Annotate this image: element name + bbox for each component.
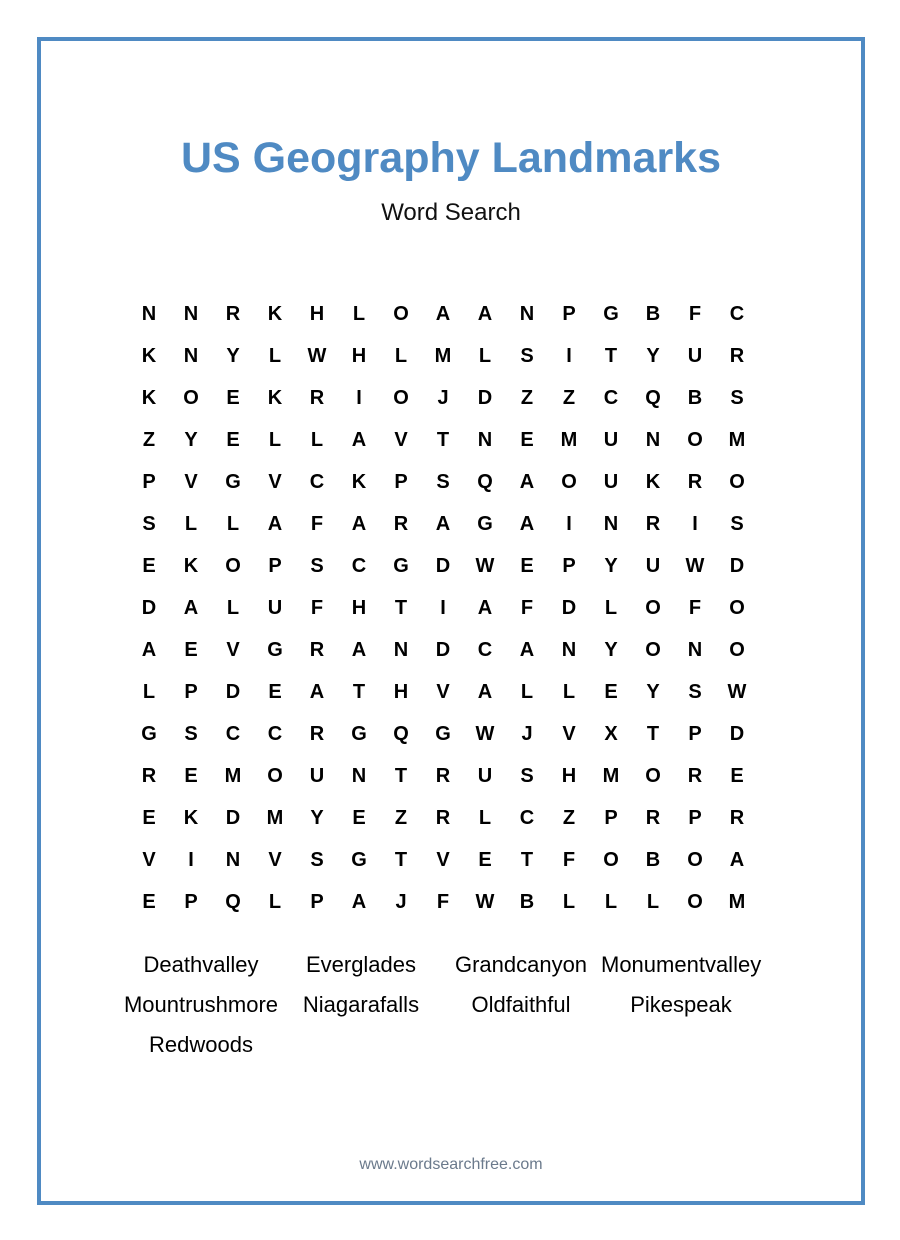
grid-row bbox=[128, 881, 768, 923]
grid-row bbox=[128, 755, 768, 797]
grid-letter: Z bbox=[520, 387, 534, 409]
grid-letter: S bbox=[310, 849, 324, 871]
grid-letter: R bbox=[645, 513, 661, 535]
grid-letter: Q bbox=[477, 471, 493, 493]
word-list-item: Everglades bbox=[305, 952, 417, 977]
grid-letter: R bbox=[729, 807, 745, 829]
grid-letter: Y bbox=[310, 807, 324, 829]
grid-letter: V bbox=[394, 429, 408, 451]
grid-letter: T bbox=[394, 597, 408, 619]
grid-letter: M bbox=[560, 429, 578, 451]
grid-letter: C bbox=[351, 555, 367, 577]
grid-letter: S bbox=[688, 681, 702, 703]
grid-letter: H bbox=[561, 765, 577, 787]
grid-letter: I bbox=[566, 345, 572, 367]
grid-letter: W bbox=[475, 891, 495, 913]
grid-letter: I bbox=[692, 513, 698, 535]
grid-letter: G bbox=[393, 555, 409, 577]
grid-letter: N bbox=[141, 303, 157, 325]
grid-letter: U bbox=[477, 765, 493, 787]
grid-row bbox=[128, 419, 768, 461]
grid-letter: L bbox=[478, 345, 492, 367]
grid-letter: Q bbox=[225, 891, 241, 913]
grid-letter: A bbox=[477, 597, 493, 619]
grid-letter: E bbox=[226, 429, 240, 451]
word-list bbox=[121, 945, 781, 1065]
grid-letter: A bbox=[267, 513, 283, 535]
grid-letter: C bbox=[519, 807, 535, 829]
grid-letter: V bbox=[184, 471, 198, 493]
grid-letter: L bbox=[478, 807, 492, 829]
grid-letter: C bbox=[267, 723, 283, 745]
grid-letter: A bbox=[477, 303, 493, 325]
grid-letter: M bbox=[728, 891, 746, 913]
grid-letter: N bbox=[477, 429, 493, 451]
word-list-row bbox=[121, 1025, 781, 1065]
grid-letter: O bbox=[645, 597, 661, 619]
grid-letter: R bbox=[687, 471, 703, 493]
grid-letter: R bbox=[225, 303, 241, 325]
grid-letter: E bbox=[142, 891, 156, 913]
grid-row bbox=[128, 839, 768, 881]
grid-letter: E bbox=[478, 849, 492, 871]
grid-letter: E bbox=[184, 639, 198, 661]
grid-letter: K bbox=[645, 471, 661, 493]
word-list-item: Monumentvalley bbox=[601, 952, 762, 977]
grid-letter: M bbox=[224, 765, 242, 787]
word-list-item: Grandcanyon bbox=[454, 952, 588, 977]
word-list-item: Mountrushmore bbox=[123, 992, 279, 1017]
grid-row bbox=[128, 587, 768, 629]
grid-letter: O bbox=[183, 387, 199, 409]
grid-letter: T bbox=[520, 849, 534, 871]
grid-letter: H bbox=[393, 681, 409, 703]
grid-letter: V bbox=[436, 849, 450, 871]
grid-letter: H bbox=[351, 597, 367, 619]
grid-letter: E bbox=[226, 387, 240, 409]
grid-letter: G bbox=[477, 513, 493, 535]
grid-letter: X bbox=[604, 723, 618, 745]
grid-letter: S bbox=[730, 513, 744, 535]
grid-letter: U bbox=[309, 765, 325, 787]
grid-letter: M bbox=[602, 765, 620, 787]
grid-letter: G bbox=[267, 639, 283, 661]
grid-letter: D bbox=[435, 555, 451, 577]
grid-letter: T bbox=[436, 429, 450, 451]
grid-letter: D bbox=[477, 387, 493, 409]
grid-letter: A bbox=[519, 471, 535, 493]
grid-letter: T bbox=[394, 765, 408, 787]
grid-letter: L bbox=[268, 429, 282, 451]
grid-letter: O bbox=[393, 303, 409, 325]
grid-letter: L bbox=[562, 681, 576, 703]
grid-letter: N bbox=[183, 345, 199, 367]
grid-letter: T bbox=[352, 681, 366, 703]
grid-letter: M bbox=[728, 429, 746, 451]
grid-letter: E bbox=[352, 807, 366, 829]
word-list-row bbox=[121, 985, 781, 1025]
grid-letter: G bbox=[225, 471, 241, 493]
grid-letter: O bbox=[645, 765, 661, 787]
grid-letter: I bbox=[566, 513, 572, 535]
grid-letter: L bbox=[520, 681, 534, 703]
grid-letter: O bbox=[393, 387, 409, 409]
grid-letter: O bbox=[687, 891, 703, 913]
grid-letter: F bbox=[688, 597, 702, 619]
grid-letter: V bbox=[268, 849, 282, 871]
grid-letter: V bbox=[142, 849, 156, 871]
grid-letter: U bbox=[687, 345, 703, 367]
grid-letter: W bbox=[307, 345, 327, 367]
grid-letter: F bbox=[310, 513, 324, 535]
grid-letter: C bbox=[603, 387, 619, 409]
grid-row bbox=[128, 629, 768, 671]
grid-letter: R bbox=[435, 765, 451, 787]
letter-grid bbox=[128, 293, 768, 923]
grid-letter: E bbox=[604, 681, 618, 703]
grid-letter: P bbox=[562, 303, 576, 325]
grid-letter: F bbox=[436, 891, 450, 913]
grid-letter: R bbox=[309, 723, 325, 745]
grid-letter: O bbox=[729, 639, 745, 661]
grid-letter: A bbox=[519, 513, 535, 535]
grid-letter: P bbox=[142, 471, 156, 493]
grid-letter: E bbox=[268, 681, 282, 703]
grid-letter: S bbox=[310, 555, 324, 577]
grid-letter: O bbox=[645, 639, 661, 661]
grid-letter: K bbox=[183, 807, 199, 829]
grid-letter: R bbox=[729, 345, 745, 367]
grid-letter: R bbox=[309, 639, 325, 661]
grid-letter: Y bbox=[646, 345, 660, 367]
grid-letter: O bbox=[729, 597, 745, 619]
grid-letter: B bbox=[519, 891, 535, 913]
grid-letter: C bbox=[477, 639, 493, 661]
grid-letter: P bbox=[394, 471, 408, 493]
grid-letter: G bbox=[435, 723, 451, 745]
grid-letter: A bbox=[477, 681, 493, 703]
grid-letter: U bbox=[267, 597, 283, 619]
grid-letter: S bbox=[436, 471, 450, 493]
grid-letter: A bbox=[729, 849, 745, 871]
grid-letter: V bbox=[562, 723, 576, 745]
grid-letter: O bbox=[561, 471, 577, 493]
grid-letter: N bbox=[519, 303, 535, 325]
grid-letter: H bbox=[309, 303, 325, 325]
word-list-item: Pikespeak bbox=[630, 992, 732, 1017]
page-subtitle: Word Search bbox=[381, 199, 521, 226]
grid-letter: V bbox=[436, 681, 450, 703]
grid-letter: E bbox=[142, 555, 156, 577]
grid-letter: F bbox=[562, 849, 576, 871]
grid-letter: P bbox=[184, 891, 198, 913]
grid-letter: O bbox=[687, 849, 703, 871]
grid-letter: M bbox=[266, 807, 284, 829]
worksheet-page bbox=[37, 37, 865, 1205]
grid-letter: A bbox=[351, 429, 367, 451]
grid-letter: A bbox=[141, 639, 157, 661]
grid-letter: L bbox=[268, 345, 282, 367]
grid-letter: F bbox=[310, 597, 324, 619]
grid-letter: D bbox=[561, 597, 577, 619]
grid-row bbox=[128, 503, 768, 545]
grid-letter: W bbox=[475, 555, 495, 577]
grid-letter: P bbox=[688, 723, 702, 745]
grid-letter: B bbox=[687, 387, 703, 409]
grid-letter: V bbox=[226, 639, 240, 661]
grid-row bbox=[128, 335, 768, 377]
grid-row bbox=[128, 461, 768, 503]
grid-letter: R bbox=[393, 513, 409, 535]
grid-letter: L bbox=[646, 891, 660, 913]
grid-letter: L bbox=[142, 681, 156, 703]
grid-letter: N bbox=[393, 639, 409, 661]
grid-letter: U bbox=[645, 555, 661, 577]
footer-url: www.wordsearchfree.com bbox=[359, 1156, 543, 1173]
grid-letter: D bbox=[141, 597, 157, 619]
grid-letter: I bbox=[440, 597, 446, 619]
grid-letter: Y bbox=[604, 639, 618, 661]
grid-letter: L bbox=[268, 891, 282, 913]
grid-letter: K bbox=[267, 387, 283, 409]
grid-letter: L bbox=[226, 513, 240, 535]
grid-letter: I bbox=[188, 849, 194, 871]
grid-letter: A bbox=[519, 639, 535, 661]
grid-letter: J bbox=[395, 891, 407, 913]
page-title: US Geography Landmarks bbox=[180, 134, 722, 182]
grid-letter: L bbox=[226, 597, 240, 619]
grid-letter: S bbox=[184, 723, 198, 745]
grid-letter: E bbox=[142, 807, 156, 829]
grid-letter: O bbox=[603, 849, 619, 871]
grid-letter: U bbox=[603, 471, 619, 493]
grid-letter: F bbox=[520, 597, 534, 619]
grid-letter: R bbox=[687, 765, 703, 787]
grid-letter: Z bbox=[562, 387, 576, 409]
grid-letter: W bbox=[475, 723, 495, 745]
grid-row bbox=[128, 713, 768, 755]
word-list-item: Deathvalley bbox=[143, 952, 259, 977]
grid-letter: J bbox=[521, 723, 533, 745]
grid-letter: P bbox=[184, 681, 198, 703]
grid-letter: W bbox=[685, 555, 705, 577]
grid-letter: G bbox=[351, 723, 367, 745]
grid-letter: N bbox=[645, 429, 661, 451]
grid-letter: K bbox=[141, 387, 157, 409]
grid-letter: D bbox=[225, 807, 241, 829]
grid-letter: U bbox=[603, 429, 619, 451]
grid-letter: E bbox=[520, 555, 534, 577]
grid-letter: B bbox=[645, 303, 661, 325]
grid-letter: G bbox=[141, 723, 157, 745]
grid-letter: A bbox=[435, 303, 451, 325]
grid-letter: Y bbox=[184, 429, 198, 451]
grid-letter: I bbox=[356, 387, 362, 409]
grid-letter: W bbox=[727, 681, 747, 703]
grid-row bbox=[128, 545, 768, 587]
grid-letter: N bbox=[225, 849, 241, 871]
grid-letter: Z bbox=[142, 429, 156, 451]
grid-letter: N bbox=[561, 639, 577, 661]
word-list-item: Redwoods bbox=[149, 1032, 253, 1057]
grid-letter: K bbox=[141, 345, 157, 367]
grid-letter: A bbox=[435, 513, 451, 535]
grid-letter: B bbox=[645, 849, 661, 871]
grid-letter: A bbox=[309, 681, 325, 703]
grid-letter: N bbox=[603, 513, 619, 535]
grid-letter: P bbox=[688, 807, 702, 829]
grid-letter: V bbox=[268, 471, 282, 493]
grid-letter: K bbox=[183, 555, 199, 577]
grid-letter: K bbox=[351, 471, 367, 493]
grid-letter: L bbox=[604, 891, 618, 913]
grid-letter: L bbox=[184, 513, 198, 535]
word-list-item: Niagarafalls bbox=[302, 992, 420, 1017]
grid-row bbox=[128, 797, 768, 839]
grid-letter: P bbox=[604, 807, 618, 829]
grid-letter: L bbox=[562, 891, 576, 913]
grid-letter: E bbox=[184, 765, 198, 787]
grid-letter: O bbox=[267, 765, 283, 787]
grid-letter: N bbox=[351, 765, 367, 787]
grid-letter: L bbox=[604, 597, 618, 619]
grid-letter: Y bbox=[646, 681, 660, 703]
grid-letter: G bbox=[603, 303, 619, 325]
grid-letter: Y bbox=[226, 345, 240, 367]
grid-letter: L bbox=[352, 303, 366, 325]
grid-letter: R bbox=[309, 387, 325, 409]
grid-letter: A bbox=[351, 891, 367, 913]
grid-letter: D bbox=[225, 681, 241, 703]
word-list-row bbox=[121, 945, 781, 985]
grid-letter: T bbox=[604, 345, 618, 367]
grid-letter: Q bbox=[393, 723, 409, 745]
grid-letter: A bbox=[183, 597, 199, 619]
word-list-item: Oldfaithful bbox=[471, 992, 571, 1017]
grid-row bbox=[128, 377, 768, 419]
grid-letter: N bbox=[183, 303, 199, 325]
grid-letter: E bbox=[730, 765, 744, 787]
grid-letter: N bbox=[687, 639, 703, 661]
grid-letter: A bbox=[351, 639, 367, 661]
grid-letter: C bbox=[729, 303, 745, 325]
grid-letter: S bbox=[730, 387, 744, 409]
grid-row bbox=[128, 293, 768, 335]
grid-letter: D bbox=[435, 639, 451, 661]
grid-letter: T bbox=[394, 849, 408, 871]
grid-row bbox=[128, 671, 768, 713]
grid-letter: J bbox=[437, 387, 449, 409]
grid-letter: K bbox=[267, 303, 283, 325]
grid-letter: Q bbox=[645, 387, 661, 409]
grid-letter: A bbox=[351, 513, 367, 535]
grid-letter: O bbox=[729, 471, 745, 493]
grid-letter: C bbox=[309, 471, 325, 493]
grid-letter: T bbox=[646, 723, 660, 745]
grid-letter: Z bbox=[394, 807, 408, 829]
grid-letter: H bbox=[351, 345, 367, 367]
grid-letter: O bbox=[687, 429, 703, 451]
grid-letter: R bbox=[435, 807, 451, 829]
grid-letter: G bbox=[351, 849, 367, 871]
grid-letter: E bbox=[520, 429, 534, 451]
grid-letter: P bbox=[310, 891, 324, 913]
grid-letter: R bbox=[141, 765, 157, 787]
grid-letter: Z bbox=[562, 807, 576, 829]
grid-letter: D bbox=[729, 723, 745, 745]
grid-letter: F bbox=[688, 303, 702, 325]
grid-letter: S bbox=[520, 765, 534, 787]
grid-letter: P bbox=[562, 555, 576, 577]
grid-letter: S bbox=[520, 345, 534, 367]
grid-letter: L bbox=[394, 345, 408, 367]
grid-letter: O bbox=[225, 555, 241, 577]
grid-letter: M bbox=[434, 345, 452, 367]
grid-letter: S bbox=[142, 513, 156, 535]
grid-letter: R bbox=[645, 807, 661, 829]
grid-letter: C bbox=[225, 723, 241, 745]
grid-letter: Y bbox=[604, 555, 618, 577]
grid-letter: L bbox=[310, 429, 324, 451]
grid-letter: D bbox=[729, 555, 745, 577]
grid-letter: P bbox=[268, 555, 282, 577]
